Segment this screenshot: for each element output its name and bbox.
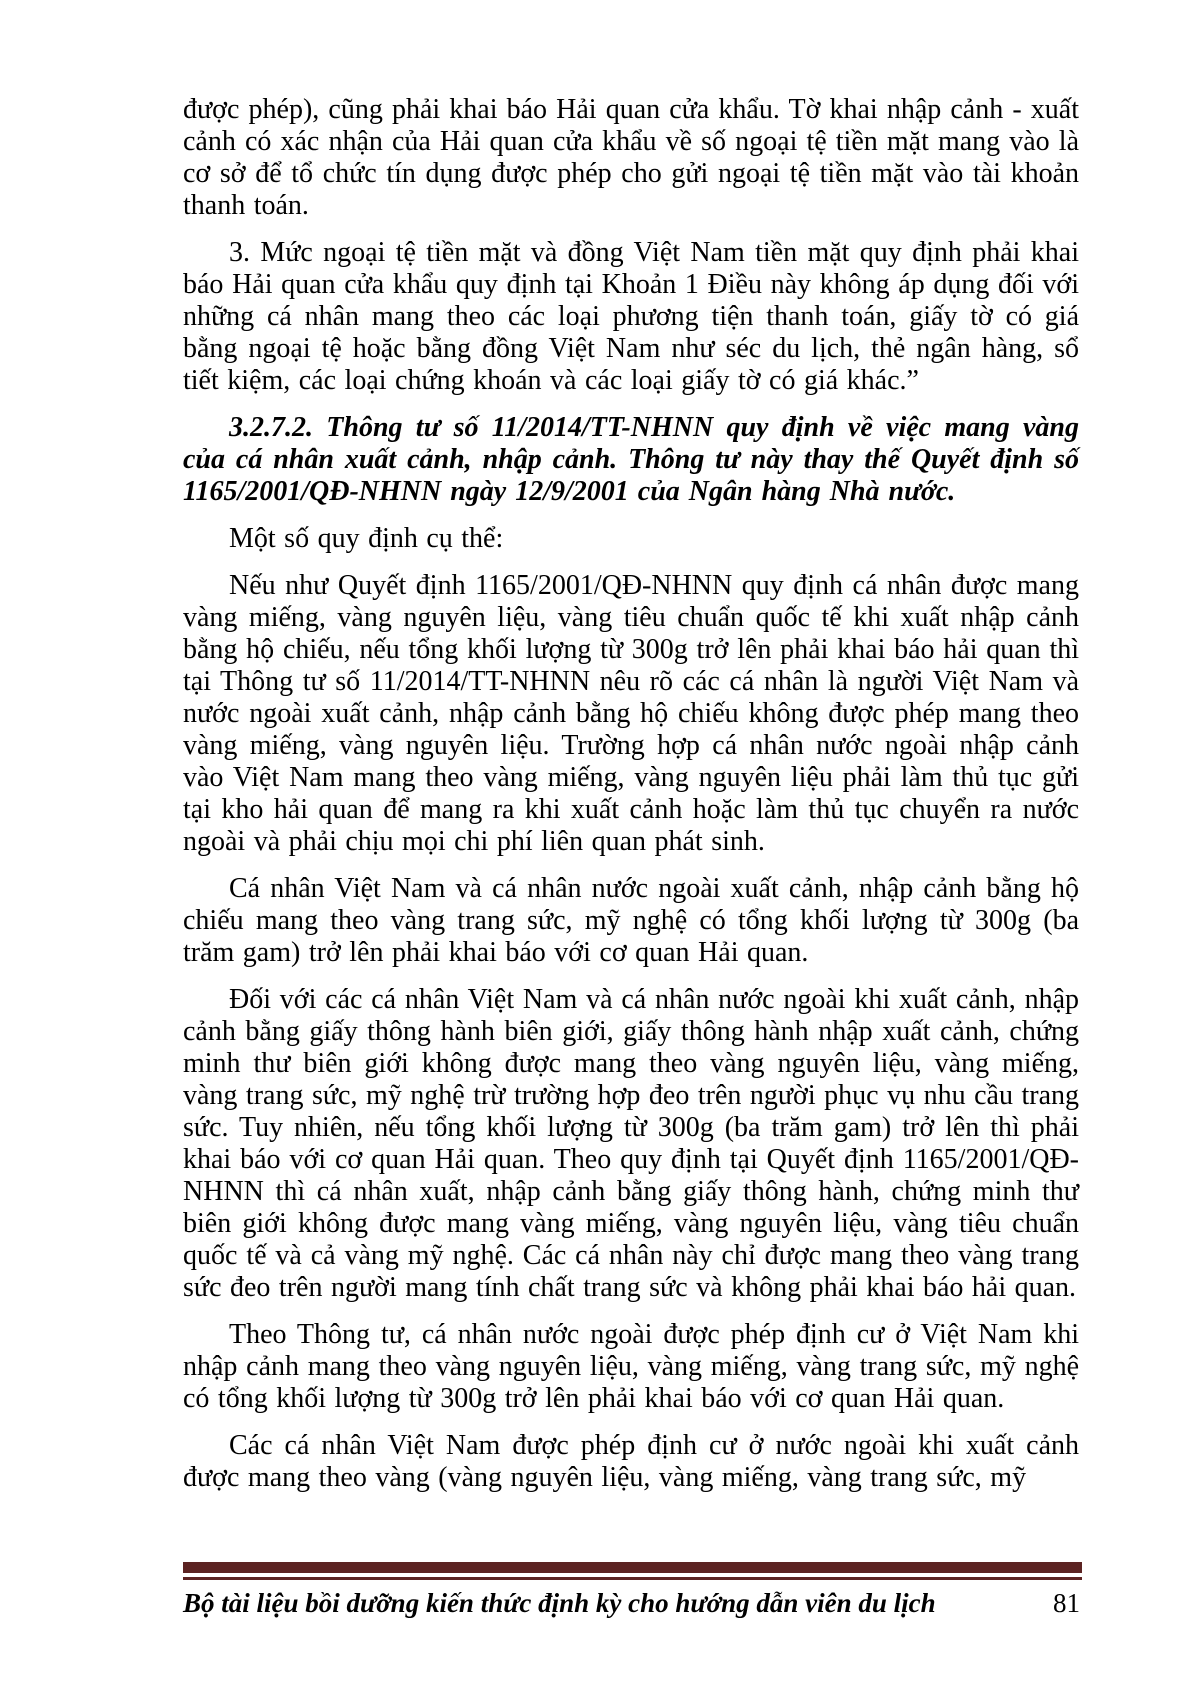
paragraph: Cá nhân Việt Nam và cá nhân nước ngoài xuất cảnh, nhập cảnh bằng hộ chiếu mang theo vàng trang sức, mỹ nghệ có tổng khối lượng từ 300g (ba trăm gam) trở lên phải khai báo với cơ quan Hải quan. <box>183 873 1079 968</box>
paragraph: được phép), cũng phải khai báo Hải quan cửa khẩu. Tờ khai nhập cảnh - xuất cảnh có xác nhận của Hải quan cửa khẩu về số ngoại tệ tiền mặt mang vào là cơ sở để tổ chức tín dụng được phép cho gửi ngoại tệ tiền mặt vào tài khoản thanh toán. <box>183 94 1079 221</box>
paragraph: Các cá nhân Việt Nam được phép định cư ở nước ngoài khi xuất cảnh được mang theo vàng (vàng nguyên liệu, vàng miếng, vàng trang sức, mỹ <box>183 1430 1079 1493</box>
paragraph: Đối với các cá nhân Việt Nam và cá nhân nước ngoài khi xuất cảnh, nhập cảnh bằng giấy thông hành biên giới, giấy thông hành nhập xuất cảnh, chứng minh thư biên giới không được mang theo vàng nguyên liệu, vàng miếng, vàng trang sức, mỹ nghệ trừ trường hợp đeo trên người phục vụ nhu cầu trang sức. Tuy nhiên, nếu tổng khối lượng từ 300g (ba trăm gam) trở lên thì phải khai báo với cơ quan Hải quan. Theo quy định tại Quyết định 1165/2001/QĐ-NHNN thì cá nhân xuất, nhập cảnh bằng giấy thông hành, chứng minh thư biên giới không được mang vàng miếng, vàng nguyên liệu, vàng tiêu chuẩn quốc tế và cả vàng mỹ nghệ. Các cá nhân này chỉ được mang theo vàng trang sức đeo trên người mang tính chất trang sức và không phải khai báo hải quan. <box>183 984 1079 1303</box>
footer-row <box>183 1587 1082 1619</box>
page-footer <box>183 1562 1082 1619</box>
footer-divider <box>183 1562 1082 1580</box>
footer-title: Bộ tài liệu bồi dưỡng kiến thức định kỳ cho hướng dẫn viên du lịch <box>183 1588 936 1618</box>
page-number: 81 <box>1053 1588 1080 1618</box>
paragraph: Một số quy định cụ thể: <box>229 523 504 554</box>
footer-rule-thick <box>183 1562 1082 1573</box>
section-heading: 3.2.7.2. Thông tư số 11/2014/TT-NHNN quy định về việc mang vàng của cá nhân xuất cảnh, nhập cảnh. Thông tư này thay thế Quyết định số 1165/2001/QĐ-NHNN ngày 12/9/2001 của Ngân hàng Nhà nước. <box>183 412 1079 507</box>
paragraph: Nếu như Quyết định 1165/2001/QĐ-NHNN quy định cá nhân được mang vàng miếng, vàng nguyên liệu, vàng tiêu chuẩn quốc tế khi xuất nhập cảnh bằng hộ chiếu, nếu tổng khối lượng từ 300g trở lên phải khai báo hải quan thì tại Thông tư số 11/2014/TT-NHNN nêu rõ các cá nhân là người Việt Nam và nước ngoài xuất cảnh, nhập cảnh bằng hộ chiếu không được phép mang theo vàng miếng, vàng nguyên liệu. Trường hợp cá nhân nước ngoài nhập cảnh vào Việt Nam mang theo vàng miếng, vàng nguyên liệu phải làm thủ tục gửi tại kho hải quan để mang ra khi xuất cảnh hoặc làm thủ tục chuyển ra nước ngoài và phải chịu mọi chi phí liên quan phát sinh. <box>183 570 1079 857</box>
footer-rule-thin <box>183 1577 1082 1580</box>
paragraph: 3. Mức ngoại tệ tiền mặt và đồng Việt Nam tiền mặt quy định phải khai báo Hải quan cửa khẩu quy định tại Khoản 1 Điều này không áp dụng đối với những cá nhân mang theo các loại phương tiện thanh toán, giấy tờ có giá bằng ngoại tệ hoặc bằng đồng Việt Nam như séc du lịch, thẻ ngân hàng, sổ tiết kiệm, các loại chứng khoán và các loại giấy tờ có giá khác.” <box>183 237 1079 396</box>
paragraph: Theo Thông tư, cá nhân nước ngoài được phép định cư ở Việt Nam khi nhập cảnh mang theo vàng nguyên liệu, vàng miếng, vàng trang sức, mỹ nghệ có tổng khối lượng từ 300g trở lên phải khai báo với cơ quan Hải quan. <box>183 1319 1079 1414</box>
document-body <box>183 94 1079 1509</box>
